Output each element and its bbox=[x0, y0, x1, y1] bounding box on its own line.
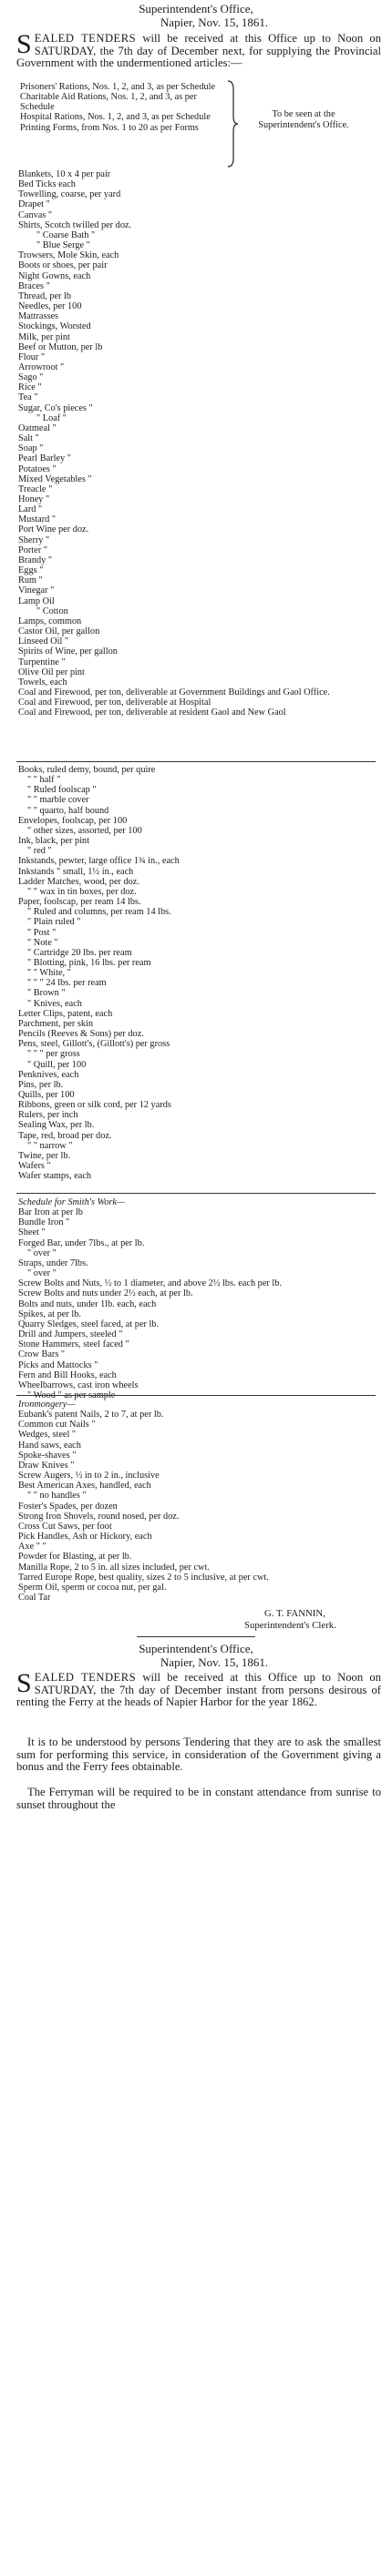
list-item: " Brown " bbox=[27, 988, 66, 999]
list-item: " over " bbox=[27, 1268, 57, 1279]
list-item: Lamp Oil bbox=[18, 596, 55, 606]
list-item: Coal Tar bbox=[18, 1592, 51, 1603]
list-item: Tarred Europe Rope, best quality, sizes 2 to 5 inclusive, at per cwt. bbox=[18, 1572, 269, 1583]
list-item: " " narrow " bbox=[27, 1140, 73, 1151]
list-item: Sheet " bbox=[18, 1227, 46, 1238]
list-item: Thread, per lb bbox=[18, 290, 72, 301]
list-item: " Plain ruled " bbox=[27, 917, 81, 928]
list-item: " Note " bbox=[27, 937, 58, 948]
list-item: " " no handles " bbox=[27, 1491, 87, 1502]
list-item: Wedges, steel " bbox=[18, 1430, 77, 1441]
list-item: " " marble cover bbox=[27, 795, 89, 806]
list-item: " Blotting, pink, 16 lbs. per ream bbox=[27, 957, 151, 968]
list-item: Foster's Spades, per dozen bbox=[18, 1501, 118, 1512]
notice1-intro bbox=[16, 29, 381, 70]
list-item: " " quarto, half bound bbox=[27, 805, 109, 816]
list-item: " over " bbox=[27, 1247, 57, 1258]
list-item: Treacle " bbox=[18, 484, 53, 494]
notice2-office: Superintendent's Office, bbox=[139, 1642, 253, 1655]
list-item: Shirts, Scotch twilled per doz. bbox=[18, 219, 132, 230]
list-item: Wheelbarrows, cast iron wheels bbox=[18, 1380, 139, 1390]
list-item: " Wood " as per sample bbox=[27, 1390, 116, 1400]
list-item: " red " bbox=[27, 846, 52, 857]
list-item: Castor Oil, per gallon bbox=[18, 626, 100, 637]
bracket-item: Printing Forms, from Nos. 1 to 20 as per Forms bbox=[20, 122, 199, 133]
notice2-dropcap: S bbox=[16, 1668, 32, 1698]
list-item: Turpentine " bbox=[18, 657, 66, 667]
bracket-item: Charitable Aid Rations, Nos. 1, 2, and 3, as per Schedule bbox=[20, 92, 197, 113]
signature-name: G. T. FANNIN, bbox=[264, 1608, 325, 1619]
list-item: Inkstands " small, 1½ in., each bbox=[18, 866, 134, 877]
list-item: Night Gowns, each bbox=[18, 270, 91, 281]
list-item: Rice " bbox=[18, 382, 42, 393]
list-item: Pearl Barley " bbox=[18, 453, 71, 464]
list-item: Screw Bolts and Nuts, ½ to 1 diameter, and above 2½ lbs. each per lb. bbox=[18, 1278, 282, 1289]
list-item: Bolts and nuts, under 1lb. each, each bbox=[18, 1298, 157, 1309]
list-item: Best American Axes, handled, each bbox=[18, 1481, 151, 1492]
list-item: Parchment, per skin bbox=[18, 1018, 94, 1029]
list-item: Oatmeal " bbox=[18, 423, 57, 433]
list-item: Coal and Firewood, per ton, deliverable at resident Gaol and New Gaol bbox=[18, 708, 286, 718]
list-item: Bar Iron at per lb bbox=[18, 1207, 83, 1218]
list-item: Pencils (Reeves & Sons) per doz. bbox=[18, 1029, 144, 1040]
list-item: Pick Handles, Ash or Hickory, each bbox=[18, 1532, 152, 1543]
items-list-smiths-work bbox=[18, 1197, 379, 1400]
bracket-note: To be seen at the Superintendent's Office. bbox=[258, 109, 349, 130]
list-item: " Knives, each bbox=[27, 998, 82, 1009]
schedule-bracket-items bbox=[20, 82, 228, 133]
items-list-stationery bbox=[18, 765, 379, 1181]
list-item: Lamps, common bbox=[18, 616, 82, 626]
list-item: Honey " bbox=[18, 494, 50, 504]
list-item: " Coarse Bath " bbox=[36, 229, 96, 240]
list-item: Sealing Wax, per lb. bbox=[18, 1120, 95, 1131]
list-item: Pens, steel, Gillott's, (Gillott's) per gross bbox=[18, 1039, 170, 1050]
list-item: " Post " bbox=[27, 927, 57, 938]
smiths-work-heading: Schedule for Smith's Work— bbox=[18, 1197, 126, 1207]
list-item: Sperm Oil, sperm or cocoa nut, per gal. bbox=[18, 1582, 167, 1593]
list-item: Letter Clips, patent, each bbox=[18, 1008, 113, 1019]
list-item: Inkstands, pewter, large office 1¾ in., each bbox=[18, 856, 180, 867]
section-divider bbox=[16, 1193, 376, 1194]
list-item: Pins, per lb. bbox=[18, 1079, 64, 1090]
list-item: Towels, each bbox=[18, 677, 67, 687]
list-item: Salt " bbox=[18, 433, 39, 444]
list-item: Screw Augers, ½ in to 2 in., inclusive bbox=[18, 1471, 160, 1481]
brace-mark bbox=[226, 80, 239, 168]
list-item: Ladder Matches, wood, per doz. bbox=[18, 876, 139, 887]
notice2-heading: EALED TENDERS bbox=[34, 1671, 137, 1684]
list-item: Screw Bolts and nuts under 2½ each, at per lb. bbox=[18, 1288, 193, 1299]
ironmongery-heading: Ironmongery— bbox=[18, 1400, 76, 1410]
notice2-intro-text: will be received at this Office up to Noon on SATURDAY, the 7th day of December instant from persons desirous of renting the Ferry at the heads of Napier Harbor for the year 1862. bbox=[16, 1671, 381, 1709]
list-item: Lard " bbox=[18, 504, 43, 515]
list-item: Sherry " bbox=[18, 535, 50, 545]
notice2-intro bbox=[16, 1668, 381, 1709]
list-item: Boots or shoes, per pair bbox=[18, 260, 108, 271]
list-item: Braces " bbox=[18, 280, 50, 291]
bracket-item: Prisoners' Rations, Nos. 1, 2, and 3, as per Schedule bbox=[20, 82, 216, 92]
list-item: " " half " bbox=[27, 775, 61, 786]
list-item: Bed Ticks each bbox=[18, 179, 76, 190]
list-item: Olive Oil per pint bbox=[18, 667, 85, 677]
list-item: Eubank's patent Nails, 2 to 7, at per lb. bbox=[18, 1410, 164, 1420]
list-item: Quills, per 100 bbox=[18, 1090, 75, 1100]
list-item: " Ruled and columns, per ream 14 lbs. bbox=[27, 907, 171, 918]
list-item: " " " per gross bbox=[27, 1049, 80, 1060]
list-item: Quarry Sledges, steel faced, at per lb. bbox=[18, 1319, 160, 1329]
notice2-paragraph-1: It is to be understood by persons Tendering that they are to ask the smallest sum for performing this service, in consideration of the Government giving a bonus and the Ferry fees obtainable. bbox=[16, 1736, 381, 1774]
notice1-intro-text: will be received at this Office up to Noon on SATURDAY, the 7th day of December next, for supplying the Provincial Government with the undermentioned articles:— bbox=[16, 32, 381, 70]
items-list-provisions bbox=[18, 169, 379, 718]
list-item: Stockings, Worsted bbox=[18, 321, 91, 332]
notice1-office: Superintendent's Office, bbox=[139, 2, 253, 15]
list-item: " other sizes, assorted, per 100 bbox=[27, 825, 142, 836]
list-item: Beef or Mutton, per lb bbox=[18, 341, 103, 352]
notice-separator bbox=[137, 1636, 255, 1637]
list-item: Drapet " bbox=[18, 199, 50, 210]
list-item: Paper, foolscap, per ream 14 lbs. bbox=[18, 897, 141, 908]
list-item: Wafers " bbox=[18, 1161, 51, 1172]
list-item: " Blue Serge " bbox=[36, 240, 90, 251]
list-item: Blankets, 10 x 4 per pair bbox=[18, 169, 111, 179]
list-item: Drill and Jumpers, steeled " bbox=[18, 1329, 123, 1340]
list-item: Spikes, at per lb. bbox=[18, 1308, 81, 1319]
notice1-dropcap: S bbox=[16, 29, 32, 59]
notice2-paragraph-2: The Ferryman will be required to be in constant attendance from sunrise to sunset throughout the bbox=[16, 1786, 381, 1811]
list-item: Eggs " bbox=[18, 565, 44, 576]
list-item: Axe " " bbox=[18, 1542, 46, 1553]
list-item: Manilla Rope, 2 to 5 in. all sizes included, per cwt. bbox=[18, 1562, 210, 1573]
list-item: Bundle Iron " bbox=[18, 1217, 70, 1228]
list-item: Linseed Oil " bbox=[18, 636, 69, 647]
list-item: Mixed Vegetables " bbox=[18, 473, 92, 484]
list-item: Ribbons, green or silk cord, per 12 yards bbox=[18, 1100, 171, 1111]
list-item: Mustard " bbox=[18, 514, 57, 525]
signature-title: Superintendent's Clerk. bbox=[244, 1620, 336, 1631]
list-item: Mattrasses bbox=[18, 311, 59, 322]
list-item: Penknives, each bbox=[18, 1069, 79, 1080]
notice1-dateline: Napier, Nov. 15, 1861. bbox=[160, 15, 269, 29]
list-item: " Quill, per 100 bbox=[27, 1059, 87, 1070]
list-item: Fern and Bill Hooks, each bbox=[18, 1369, 117, 1380]
list-item: Brandy " bbox=[18, 555, 53, 565]
list-item: Powder for Blasting, at per lb. bbox=[18, 1552, 132, 1563]
list-item: Forged Bar, under 7lbs., at per lb. bbox=[18, 1237, 145, 1248]
list-item: " Cotton bbox=[36, 606, 68, 616]
list-item: " Ruled foolscap " bbox=[27, 785, 97, 796]
notice1-heading: EALED TENDERS bbox=[34, 32, 137, 45]
list-item: Hand saws, each bbox=[18, 1440, 81, 1451]
items-list-ironmongery bbox=[18, 1400, 379, 1603]
list-item: Trowsers, Mole Skin, each bbox=[18, 250, 119, 261]
list-item: Canvas " bbox=[18, 209, 53, 220]
list-item: Porter " bbox=[18, 545, 47, 555]
list-item: Crow Bars " bbox=[18, 1349, 66, 1360]
list-item: Port Wine per doz. bbox=[18, 524, 89, 535]
list-item: Wafer stamps, each bbox=[18, 1171, 92, 1182]
list-item: Picks and Mattocks " bbox=[18, 1359, 98, 1370]
bracket-item: Hospital Rations, Nos. 1, 2, and 3, as per Schedule bbox=[20, 112, 211, 123]
list-item: Potatoes " bbox=[18, 463, 57, 474]
list-item: Common cut Nails " bbox=[18, 1420, 96, 1431]
list-item: " " wax in tin boxes, per doz. bbox=[27, 886, 137, 897]
list-item: Coal and Firewood, per ton, deliverable at Hospital bbox=[18, 697, 211, 708]
list-item: Rulers, per inch bbox=[18, 1110, 78, 1121]
list-item: Spoke-shaves " bbox=[18, 1450, 77, 1461]
list-item: Twine, per lb. bbox=[18, 1150, 71, 1161]
list-item: " Loaf " bbox=[36, 412, 67, 423]
list-item: Arrowroot " bbox=[18, 361, 65, 372]
section-divider bbox=[16, 1395, 376, 1396]
list-item: Soap " bbox=[18, 443, 44, 454]
list-item: Tape, red, broad per doz. bbox=[18, 1130, 112, 1141]
list-item: Strong Iron Shovels, round nosed, per doz. bbox=[18, 1511, 180, 1522]
list-item: Tea " bbox=[18, 392, 38, 403]
list-item: " Cartridge 20 lbs. per ream bbox=[27, 947, 132, 958]
list-item: Flour " bbox=[18, 351, 46, 362]
list-item: Envelopes, foolscap, per 100 bbox=[18, 815, 128, 826]
list-item: Coal and Firewood, per ton, deliverable at Government Buildings and Gaol Office. bbox=[18, 687, 330, 697]
list-item: " " " 24 lbs. per ream bbox=[27, 978, 107, 989]
list-item: Ink, black, per pint bbox=[18, 836, 90, 847]
list-item: Draw Knives " bbox=[18, 1460, 75, 1471]
list-item: Sago " bbox=[18, 372, 44, 383]
section-divider bbox=[16, 761, 376, 762]
list-item: Straps, under 7lbs. bbox=[18, 1257, 88, 1268]
list-item: " " White, " bbox=[27, 968, 71, 979]
notice2-dateline: Napier, Nov. 15, 1861. bbox=[160, 1655, 269, 1669]
list-item: Stone Hammers, steel faced " bbox=[18, 1339, 129, 1350]
list-item: Spirits of Wine, per gallon bbox=[18, 647, 118, 657]
list-item: Cross Cut Saws, per foot bbox=[18, 1521, 112, 1532]
list-item: Milk, per pint bbox=[18, 331, 70, 342]
list-item: Towelling, coarse, per yard bbox=[18, 189, 121, 200]
list-item: Needles, per 100 bbox=[18, 301, 82, 312]
list-item: Rum " bbox=[18, 575, 43, 586]
list-item: Sugar, Co's pieces " bbox=[18, 402, 93, 413]
list-item: Books, ruled demy, bound, per quire bbox=[18, 765, 156, 775]
list-item: Vinegar " bbox=[18, 585, 55, 596]
